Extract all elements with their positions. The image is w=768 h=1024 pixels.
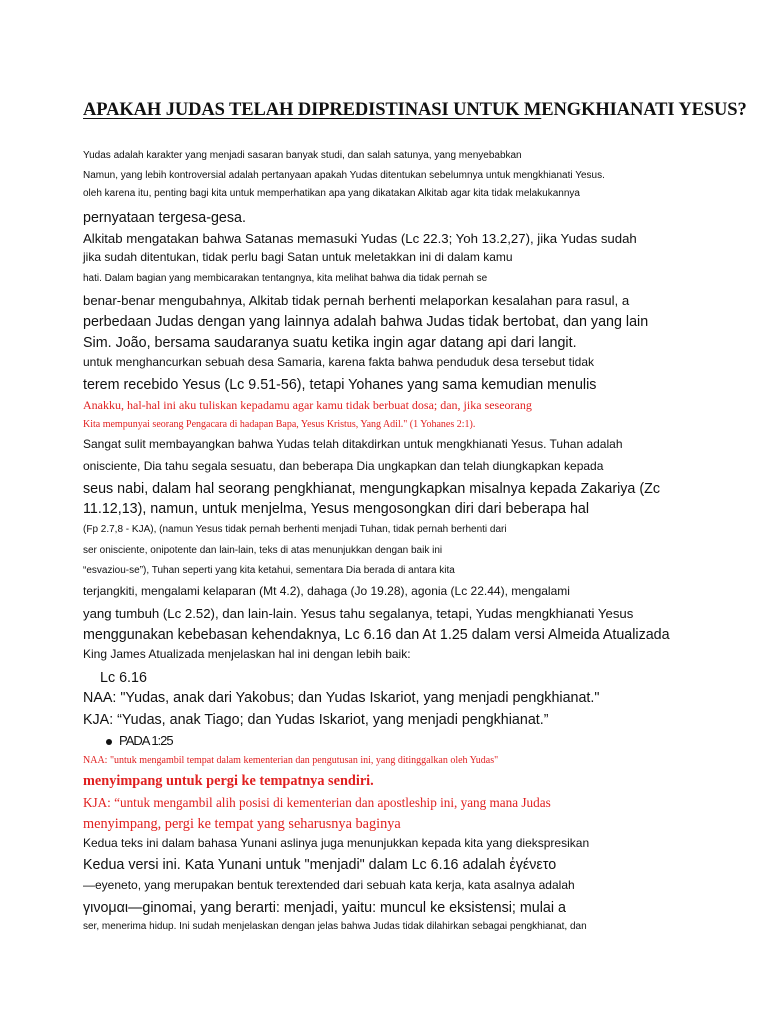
bullet-icon (106, 739, 112, 745)
quote-line: Kita mempunyai seorang Pengacara di hadapan Bapa, Yesus Kristus, Yang Adil." (1 Yohanes 2:1). (83, 419, 476, 430)
text-line: γινομαι—ginomai, yang berarti: menjadi, yaitu: muncul ke eksistensi; mulai a (83, 900, 566, 916)
text-line: Kedua versi ini. Kata Yunani untuk "menjadi" dalam Lc 6.16 adalah ἐγένετο (83, 857, 557, 873)
text-line: 11.12,13), namun, untuk menjelma, Yesus mengosongkan diri dari beberapa hal (83, 501, 590, 517)
title-rest-part: ENGKHIANATI YESUS? (541, 100, 747, 120)
text-line: seus nabi, dalam hal seorang pengkhianat, mengungkapkan misalnya kepada Zakariya (Zc (83, 481, 660, 497)
quote-line: menyimpang, pergi ke tempat yang seharusnya baginya (83, 816, 401, 832)
text-line: terjangkiti, mengalami kelaparan (Mt 4.2), dahaga (Jo 19.28), agonia (Lc 22.44), mengalami (83, 584, 570, 598)
text-line: Kedua teks ini dalam bahasa Yunani aslinya juga menunjukkan kepada kita yang diekspresikan (83, 836, 590, 850)
text-line: pernyataan tergesa-gesa. (83, 210, 246, 226)
text-line: ser, menerima hidup. Ini sudah menjelaskan dengan jelas bahwa Judas tidak dilahirkan sebagai pengkhianat, dan (83, 921, 587, 932)
verse-reference: Lc 6.16 (100, 670, 147, 686)
text-line: Yudas adalah karakter yang menjadi sasaran banyak studi, dan salah satunya, yang menyebabkan (83, 150, 522, 161)
text-line: ser onisciente, onipotente dan lain-lain, teks di atas menunjukkan dengan baik ini (83, 545, 443, 556)
text-line: Alkitab mengatakan bahwa Satanas memasuki Yudas (Lc 22.3; Yoh 13.2,27), jika Yudas sudah (83, 231, 637, 246)
quote-line: KJA: “untuk mengambil alih posisi di kementerian dan apostleship ini, yang mana Judas (83, 795, 551, 810)
text-line: “esvaziou-se”), Tuhan seperti yang kita ketahui, sementara Dia berada di antara kita (83, 565, 455, 576)
verse-text: NAA: "Yudas, anak dari Yakobus; dan Yudas Iskariot, yang menjadi pengkhianat." (83, 690, 600, 706)
text-line: —eyeneto, yang merupakan bentuk terextended dari sebuah kata kerja, kata asalnya adalah (83, 878, 575, 892)
text-line: hati. Dalam bagian yang membicarakan tentangnya, kita melihat bahwa dia tidak pernah se (83, 273, 488, 284)
document-title (83, 100, 747, 121)
bullet-item (106, 734, 173, 749)
text-line: yang tumbuh (Lc 2.52), dan lain-lain. Yesus tahu segalanya, tetapi, Yudas mengkhianati Yesus (83, 606, 634, 621)
title-underlined-part: APAKAH JUDAS TELAH DIPREDISTINASI UNTUK M (83, 100, 542, 120)
quote-line: NAA: "untuk mengambil tempat dalam kementerian dan pengutusan ini, yang ditinggalkan oleh Yudas" (83, 755, 499, 766)
text-line: (Fp 2.7,8 - KJA), (namun Yesus tidak pernah berhenti menjadi Tuhan, tidak pernah berhenti dari (83, 524, 507, 535)
bullet-label: PADA 1:25 (119, 733, 173, 748)
text-line: menggunakan kebebasan kehendaknya, Lc 6.16 dan At 1.25 dalam versi Almeida Atualizada (83, 627, 670, 643)
text-line: King James Atualizada menjelaskan hal ini dengan lebih baik: (83, 647, 411, 661)
text-line: untuk menghancurkan sebuah desa Samaria, karena fakta bahwa penduduk desa tersebut tidak (83, 355, 595, 369)
text-line: benar-benar mengubahnya, Alkitab tidak pernah berhenti melaporkan kesalahan para rasul, a (83, 293, 630, 308)
text-line: terem recebido Yesus (Lc 9.51-56), tetapi Yohanes yang sama kemudian menulis (83, 377, 597, 393)
text-line: onisciente, Dia tahu segala sesuatu, dan beberapa Dia ungkapkan dan telah diungkapkan kepada (83, 459, 604, 473)
text-line: jika sudah ditentukan, tidak perlu bagi Satan untuk meletakkan ini di dalam kamu (83, 250, 513, 264)
text-line: Sangat sulit membayangkan bahwa Yudas telah ditakdirkan untuk mengkhianati Yesus. Tuhan adalah (83, 437, 623, 451)
quote-line: menyimpang untuk pergi ke tempatnya sendiri. (83, 773, 374, 789)
verse-text: KJA: “Yudas, anak Tiago; dan Yudas Iskariot, yang menjadi pengkhianat.” (83, 712, 549, 728)
text-line: oleh karena itu, penting bagi kita untuk memperhatikan apa yang dikatakan Alkitab agar kita tidak melakukannya (83, 188, 580, 199)
text-line: Namun, yang lebih kontroversial adalah pertanyaan apakah Yudas ditentukan sebelumnya untuk mengkhianati Yesus. (83, 170, 605, 181)
text-line: Sim. João, bersama saudaranya suatu ketika ingin agar datang api dari langit. (83, 335, 577, 351)
quote-line: Anakku, hal-hal ini aku tuliskan kepadamu agar kamu tidak berbuat dosa; dan, jika seseorang (83, 398, 532, 412)
text-line: perbedaan Judas dengan yang lainnya adalah bahwa Judas tidak bertobat, dan yang lain (83, 314, 649, 330)
